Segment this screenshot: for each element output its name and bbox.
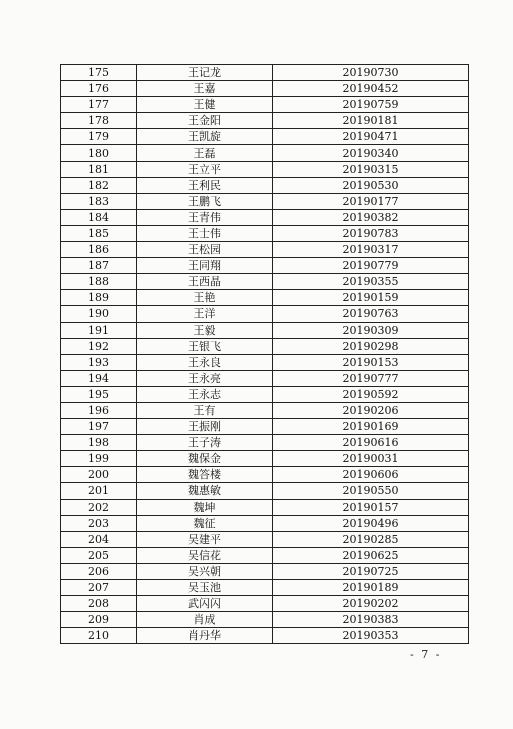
name-cell: 肖丹华: [137, 628, 273, 644]
id-cell: 20190206: [273, 402, 469, 418]
id-cell: 20190159: [273, 290, 469, 306]
id-cell: 20190317: [273, 242, 469, 258]
row-number-cell: 176: [61, 81, 137, 97]
table-row: [61, 209, 469, 225]
name-cell: 王松园: [137, 242, 273, 258]
table-row: [61, 97, 469, 113]
row-number-cell: 200: [61, 467, 137, 483]
table-row: [61, 483, 469, 499]
table-row: [61, 370, 469, 386]
table-row: [61, 628, 469, 644]
table-row: [61, 306, 469, 322]
table-row: [61, 515, 469, 531]
id-cell: 20190177: [273, 193, 469, 209]
name-cell: 吴玉池: [137, 580, 273, 596]
row-number-cell: 178: [61, 113, 137, 129]
row-number-cell: 184: [61, 209, 137, 225]
name-cell: 吴信花: [137, 547, 273, 563]
name-cell: 王振刚: [137, 419, 273, 435]
name-cell: 魏惠敏: [137, 483, 273, 499]
table-row: [61, 258, 469, 274]
table-row: [61, 467, 469, 483]
row-number-cell: 203: [61, 515, 137, 531]
id-cell: 20190157: [273, 499, 469, 515]
table-row: [61, 354, 469, 370]
row-number-cell: 177: [61, 97, 137, 113]
name-cell: 王鹏飞: [137, 193, 273, 209]
row-number-cell: 196: [61, 402, 137, 418]
name-cell: 王记龙: [137, 65, 273, 81]
name-cell: 王同翔: [137, 258, 273, 274]
name-cell: 王磊: [137, 145, 273, 161]
name-cell: 武闪闪: [137, 596, 273, 612]
row-number-cell: 191: [61, 322, 137, 338]
table-row: [61, 177, 469, 193]
row-number-cell: 210: [61, 628, 137, 644]
name-cell: 王金阳: [137, 113, 273, 129]
row-number-cell: 206: [61, 563, 137, 579]
table-row: [61, 129, 469, 145]
name-cell: 王立平: [137, 161, 273, 177]
name-cell: 吴兴朝: [137, 563, 273, 579]
row-number-cell: 209: [61, 612, 137, 628]
name-cell: 王士伟: [137, 225, 273, 241]
table-row: [61, 596, 469, 612]
row-number-cell: 202: [61, 499, 137, 515]
name-cell: 王艳: [137, 290, 273, 306]
id-cell: 20190355: [273, 274, 469, 290]
row-number-cell: 199: [61, 451, 137, 467]
name-cell: 王永良: [137, 354, 273, 370]
id-cell: 20190309: [273, 322, 469, 338]
row-number-cell: 193: [61, 354, 137, 370]
table-row: [61, 65, 469, 81]
table-row: [61, 274, 469, 290]
id-cell: 20190530: [273, 177, 469, 193]
id-cell: 20190382: [273, 209, 469, 225]
table-row: [61, 580, 469, 596]
row-number-cell: 185: [61, 225, 137, 241]
id-cell: 20190759: [273, 97, 469, 113]
id-cell: 20190452: [273, 81, 469, 97]
row-number-cell: 180: [61, 145, 137, 161]
name-cell: 王永亮: [137, 370, 273, 386]
row-number-cell: 192: [61, 338, 137, 354]
row-number-cell: 179: [61, 129, 137, 145]
table-row: [61, 531, 469, 547]
roster-table: [60, 64, 469, 644]
name-cell: 王永志: [137, 386, 273, 402]
name-cell: 王子涛: [137, 435, 273, 451]
id-cell: 20190189: [273, 580, 469, 596]
page-number: - 7 -: [410, 648, 442, 661]
table-row: [61, 563, 469, 579]
name-cell: 肖成: [137, 612, 273, 628]
row-number-cell: 175: [61, 65, 137, 81]
id-cell: 20190550: [273, 483, 469, 499]
table-row: [61, 451, 469, 467]
table-row: [61, 113, 469, 129]
id-cell: 20190202: [273, 596, 469, 612]
row-number-cell: 208: [61, 596, 137, 612]
table-row: [61, 499, 469, 515]
id-cell: 20190496: [273, 515, 469, 531]
name-cell: 魏保金: [137, 451, 273, 467]
name-cell: 吴建平: [137, 531, 273, 547]
name-cell: 王西晶: [137, 274, 273, 290]
row-number-cell: 183: [61, 193, 137, 209]
name-cell: 王毅: [137, 322, 273, 338]
row-number-cell: 182: [61, 177, 137, 193]
name-cell: 王青伟: [137, 209, 273, 225]
table-row: [61, 612, 469, 628]
row-number-cell: 197: [61, 419, 137, 435]
roster-table-body: [61, 65, 469, 644]
id-cell: 20190298: [273, 338, 469, 354]
name-cell: 王有: [137, 402, 273, 418]
id-cell: 20190779: [273, 258, 469, 274]
row-number-cell: 194: [61, 370, 137, 386]
table-row: [61, 322, 469, 338]
name-cell: 王凯旋: [137, 129, 273, 145]
table-row: [61, 402, 469, 418]
row-number-cell: 187: [61, 258, 137, 274]
name-cell: 魏坤: [137, 499, 273, 515]
id-cell: 20190031: [273, 451, 469, 467]
name-cell: 王健: [137, 97, 273, 113]
id-cell: 20190471: [273, 129, 469, 145]
id-cell: 20190777: [273, 370, 469, 386]
id-cell: 20190169: [273, 419, 469, 435]
row-number-cell: 181: [61, 161, 137, 177]
name-cell: 王利民: [137, 177, 273, 193]
id-cell: 20190340: [273, 145, 469, 161]
name-cell: 王银飞: [137, 338, 273, 354]
row-number-cell: 188: [61, 274, 137, 290]
table-row: [61, 338, 469, 354]
row-number-cell: 207: [61, 580, 137, 596]
table-row: [61, 193, 469, 209]
table-row: [61, 161, 469, 177]
row-number-cell: 190: [61, 306, 137, 322]
id-cell: 20190783: [273, 225, 469, 241]
id-cell: 20190616: [273, 435, 469, 451]
table-row: [61, 386, 469, 402]
id-cell: 20190725: [273, 563, 469, 579]
id-cell: 20190353: [273, 628, 469, 644]
table-row: [61, 145, 469, 161]
row-number-cell: 201: [61, 483, 137, 499]
table-row: [61, 435, 469, 451]
name-cell: 王洋: [137, 306, 273, 322]
table-row: [61, 225, 469, 241]
row-number-cell: 204: [61, 531, 137, 547]
table-row: [61, 242, 469, 258]
table-row: [61, 81, 469, 97]
table-row: [61, 290, 469, 306]
id-cell: 20190625: [273, 547, 469, 563]
id-cell: 20190606: [273, 467, 469, 483]
row-number-cell: 205: [61, 547, 137, 563]
name-cell: 魏征: [137, 515, 273, 531]
id-cell: 20190763: [273, 306, 469, 322]
id-cell: 20190153: [273, 354, 469, 370]
id-cell: 20190730: [273, 65, 469, 81]
id-cell: 20190315: [273, 161, 469, 177]
row-number-cell: 195: [61, 386, 137, 402]
id-cell: 20190181: [273, 113, 469, 129]
row-number-cell: 198: [61, 435, 137, 451]
row-number-cell: 189: [61, 290, 137, 306]
row-number-cell: 186: [61, 242, 137, 258]
name-cell: 王嘉: [137, 81, 273, 97]
table-row: [61, 419, 469, 435]
table-row: [61, 547, 469, 563]
id-cell: 20190285: [273, 531, 469, 547]
name-cell: 魏答楼: [137, 467, 273, 483]
id-cell: 20190383: [273, 612, 469, 628]
id-cell: 20190592: [273, 386, 469, 402]
